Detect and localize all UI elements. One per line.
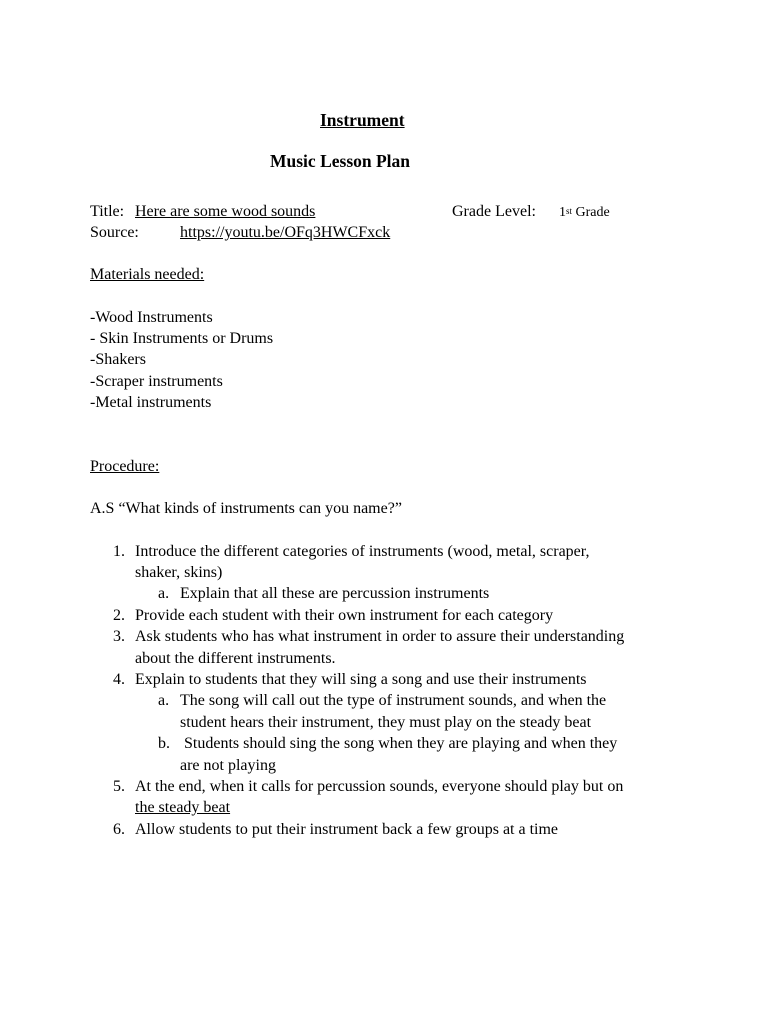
step-text-underlined: the steady beat [135, 799, 231, 816]
substep-letter: a. [158, 692, 170, 709]
substep-text: Students should sing the song when they are playing and when they [180, 735, 618, 752]
step-number: 5. [113, 778, 125, 795]
grade-word: Grade [575, 205, 610, 220]
step-number: 2. [113, 607, 125, 624]
material-item: - Skin Instruments or Drums [90, 330, 274, 347]
title-value: Here are some wood sounds [135, 203, 316, 220]
material-item: -Scraper instruments [90, 373, 223, 390]
material-item: -Metal instruments [90, 394, 212, 411]
step-text: Ask students who has what instrument in order to assure their understanding [135, 628, 625, 645]
step-text: Provide each student with their own instrument for each category [135, 607, 554, 624]
step-text: Explain to students that they will sing a song and use their instruments [135, 671, 587, 688]
step-text: Allow students to put their instrument back a few groups at a time [135, 821, 559, 838]
grade-level-label: Grade Level: [452, 203, 536, 220]
source-link[interactable]: https://youtu.be/OFq3HWCFxck [180, 224, 391, 241]
step-number: 1. [113, 543, 125, 560]
step-text: shaker, skins) [135, 564, 223, 581]
procedure-intro: A.S “What kinds of instruments can you name?” [90, 500, 402, 517]
step-number: 3. [113, 628, 125, 645]
step-text: Introduce the different categories of instruments (wood, metal, scraper, [135, 543, 590, 560]
step-number: 6. [113, 821, 125, 838]
document-title: Instrument [320, 110, 405, 130]
substep-text: are not playing [180, 757, 276, 774]
grade-level-value [559, 203, 610, 223]
source-label: Source: [90, 224, 139, 241]
material-item: -Shakers [90, 351, 146, 368]
substep-letter: b. [158, 735, 170, 752]
substep-text: student hears their instrument, they must play on the steady beat [180, 714, 592, 731]
substep-text: The song will call out the type of instrument sounds, and when the [180, 692, 607, 709]
substep-letter: a. [158, 585, 170, 602]
procedure-heading: Procedure: [90, 458, 160, 475]
material-item: -Wood Instruments [90, 309, 213, 326]
step-text: about the different instruments. [135, 650, 336, 667]
step-text: At the end, when it calls for percussion sounds, everyone should play but on [135, 778, 624, 795]
grade-number: 1 [559, 205, 566, 220]
materials-heading: Materials needed: [90, 266, 205, 283]
step-number: 4. [113, 671, 125, 688]
grade-suffix: st [566, 206, 573, 216]
title-label: Title: [90, 203, 125, 220]
substep-text: Explain that all these are percussion instruments [180, 585, 490, 602]
document-subtitle: Music Lesson Plan [270, 151, 411, 171]
